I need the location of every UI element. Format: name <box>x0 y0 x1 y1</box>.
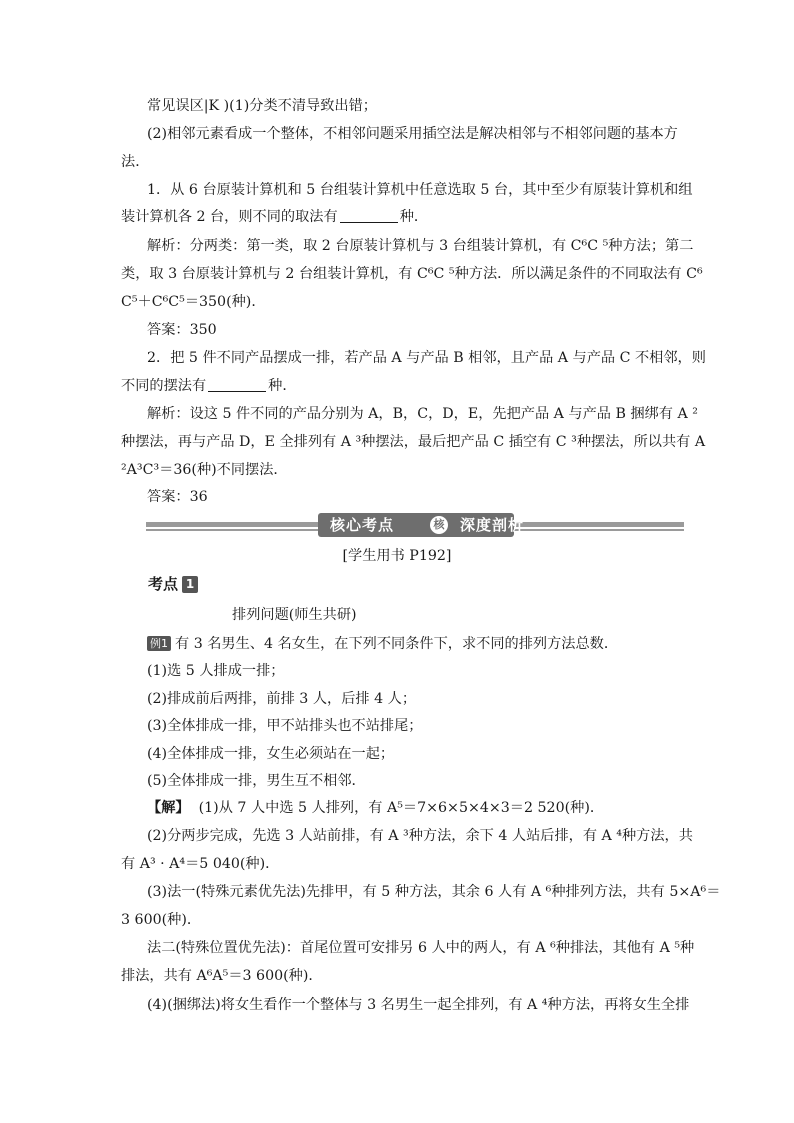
banner-icon: 核 <box>430 516 448 534</box>
section-title: 排列问题(师生共研) <box>232 607 357 623</box>
solution-head: 【解】 <box>147 800 190 816</box>
example-item: (4)全体排成一排，女生必须站在一起； <box>147 746 395 762</box>
question-text: 种． <box>268 378 297 394</box>
example-tag: 例1 <box>147 636 171 651</box>
question-text: 不同的摆法有 <box>121 378 207 394</box>
example-stem <box>147 634 618 654</box>
text-line: 法． <box>121 154 150 170</box>
solution-line: 3 600(种)． <box>121 912 202 928</box>
question-2-line: 2．把 5 件不同产品摆成一排，若产品 A 与产品 B 相邻，且产品 A 与产品 C 不相邻，则 <box>147 350 706 366</box>
solution-line: 法二(特殊位置优先法)：首尾位置可安排另 6 人中的两人，有 A ⁶种排法，其他有 A ⁵种 <box>147 940 695 956</box>
solution-line: 解析：设这 5 件不同的产品分别为 A，B，C，D，E，先把产品 A 与产品 B 捆绑有 A ² <box>147 406 698 422</box>
solution-line: (2)分两步完成，先选 3 人站前排，有 A ³种方法，余下 4 人站后排，有 A ⁴种方法，共 <box>147 828 693 844</box>
solution-line: (3)法一(特殊元素优先法)先排甲，有 5 种方法，其余 6 人有 A ⁶种排列方法，共有 5×A⁶＝ <box>147 884 721 900</box>
question-1-line: 1．从 6 台原装计算机和 5 台组装计算机中任意选取 5 台，其中至少有原装计算机和组 <box>147 182 693 198</box>
question-1-line <box>121 207 428 227</box>
example-item: (5)全体排成一排，男生互不相邻． <box>147 773 366 789</box>
solution-text: (1)从 7 人中选 5 人排列，有 A⁵＝7×6×5×4×3＝2 520(种)． <box>198 800 605 816</box>
answer-line: 答案：36 <box>147 489 208 505</box>
solution-line: 类，取 3 台原装计算机与 2 台组装计算机，有 C⁶C ⁵种方法．所以满足条件的不同取法有 C⁶ <box>121 266 703 282</box>
solution-line: C⁵＋C⁶C⁵＝350(种)． <box>121 294 266 310</box>
solution-line: ²A³C³＝36(种)不同摆法． <box>121 462 288 478</box>
question-2-line <box>121 376 297 396</box>
example-item: (2)排成前后两排，前排 3 人，后排 4 人； <box>147 691 417 707</box>
solution-line: 解析：分两类：第一类，取 2 台原装计算机与 3 台组装计算机，有 C⁶C ⁵种方法；第二 <box>147 238 694 254</box>
text-line: 常见误区|K )(1)分类不清导致出错； <box>147 98 377 114</box>
kaodian-heading <box>148 573 198 595</box>
example-item: (1)选 5 人排成一排； <box>147 663 285 679</box>
answer-blank <box>340 208 398 223</box>
solution-line <box>147 798 604 818</box>
banner-left-text: 核心考点 <box>330 516 395 534</box>
solution-line: 有 A³ · A⁴＝5 040(种)． <box>121 856 280 872</box>
solution-line: 种摆法，再与产品 D，E 全排列有 A ³种摆法，最后把产品 C 插空有 C ³种摆法，所以共有 A <box>121 434 706 450</box>
book-reference: [学生用书 P192] <box>342 548 452 564</box>
kaodian-label: 考点 <box>148 575 179 593</box>
banner-right-text: 深度剖析 <box>460 516 525 534</box>
question-text: 装计算机各 2 台，则不同的取法有 <box>121 209 338 225</box>
answer-line: 答案：350 <box>147 322 217 338</box>
answer-blank <box>208 377 266 392</box>
solution-line: (4)(捆绑法)将女生看作一个整体与 3 名男生一起全排列，有 A ⁴种方法，再将女生全排 <box>147 997 690 1013</box>
section-banner <box>146 513 684 537</box>
question-text: 种． <box>399 209 429 225</box>
kaodian-number: 1 <box>182 576 198 593</box>
text-line: (2)相邻元素看成一个整体，不相邻问题采用插空法是解决相邻与不相邻问题的基本方 <box>147 126 678 142</box>
solution-line: 排法，共有 A⁶A⁵＝3 600(种)． <box>121 968 323 984</box>
example-stem-text: 有 3 名男生、4 名女生，在下列不同条件下，求不同的排列方法总数． <box>175 636 619 652</box>
example-item: (3)全体排成一排，甲不站排头也不站排尾； <box>147 718 423 734</box>
